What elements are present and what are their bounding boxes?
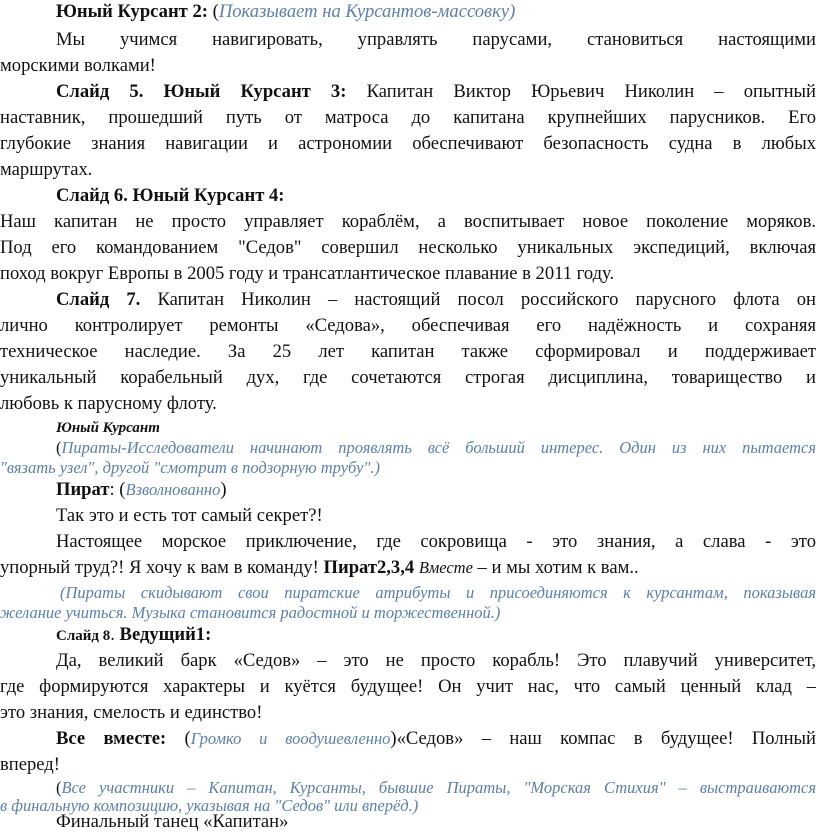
speaker-all: Все вместе: [56, 728, 167, 749]
stage-direction: Вместе [418, 558, 473, 577]
stage-direction: (Пираты скидывают свои пиратские атрибуты и присоединяются к курсантам, показывая [60, 583, 816, 602]
line-all-together: Все вместе: (Громко и воодушевленно)«Седов» – наш компас в будущее! Полный [56, 728, 816, 749]
text-line: лично контролирует ремонты «Седова», обеспечивая его надёжность и сохраняя [0, 315, 816, 336]
text-line: Да, великий барк «Седов» – это не просто корабль! Это плавучий университет, [56, 650, 816, 671]
stage-direction: "вязать узел", другой "смотрит в подзорную трубу".) [0, 458, 380, 477]
text-line: это знания, смелость и единство! [0, 702, 263, 723]
text-line: Наш капитан не просто управляет кораблём, а воспитывает новое поколение моряков. [0, 211, 816, 232]
line-slide7: Слайд 7. Капитан Николин – настоящий посол российского парусного флота он [56, 289, 816, 310]
final-dance-line: Финальный танец «Капитан» [56, 811, 289, 832]
speaker-pirate: Пират [56, 479, 110, 500]
text-line: любовь к парусному флоту. [0, 393, 217, 414]
speaker-kursant-2: Юный Курсант 2: [56, 1, 208, 22]
line-slide5: Слайд 5. Юный Курсант 3: Капитан Виктор Юрьевич Николин – опытный [56, 81, 816, 102]
text-line: поход вокруг Европы в 2005 году и трансатлантическое плавание в 2011 году. [0, 263, 615, 284]
line-slide8: Слайд 8. Ведущий1: [56, 624, 212, 645]
text-line: вперед! [0, 754, 60, 775]
text-line: Под его командованием "Седов" совершил несколько уникальных экспедиций, включая [0, 237, 816, 258]
text-line: Мы учимся навигировать, управлять парусами, становиться настоящими [56, 29, 816, 50]
slide-5-label: Слайд 5. Юный Курсант 3: [56, 81, 347, 102]
text-line: уникальный корабельный дух, где сочетаются строгая дисциплина, товарищество и [0, 367, 816, 388]
line-pirates-together: упорный труд?! Я хочу к вам в команду! Пират2,3,4 Вместе – и мы хотим к вам.. [0, 557, 639, 578]
text-line: морскими волками! [0, 55, 156, 76]
stage-direction: (Пираты-Исследователи начинают проявлять всё больший интерес. Один из них пытается [56, 438, 816, 457]
text-line: техническое наследие. За 25 лет капитан также сформировал и поддерживает [0, 341, 816, 362]
speaker-kursant: Юный Курсант [56, 420, 160, 436]
slide-7-label: Слайд 7. [56, 289, 141, 310]
text-line: Так это и есть тот самый секрет?! [56, 505, 323, 526]
stage-direction: Показывает на Курсантов-массовку) [218, 1, 516, 22]
text-line: наставник, прошедший путь от матроса до капитана крупнейших парусников. Его [0, 107, 816, 128]
slide-8-label: Слайд 8 [56, 628, 111, 644]
stage-direction: (Все участники – Капитан, Курсанты, бывшие Пираты, "Морская Стихия" – выстраиваются [56, 778, 816, 797]
text-line: где формируются характеры и куётся будущее! Он учит нас, что самый ценный клад – [0, 676, 816, 697]
line-pirate: Пират: (Взволнованно) [56, 479, 227, 500]
stage-direction: желание учиться. Музыка становится радостной и торжественной.) [0, 603, 501, 622]
stage-direction: Громко и воодушевленно [190, 729, 391, 748]
line-kursant2: Юный Курсант 2: (Показывает на Курсантов-массовку) [56, 1, 516, 22]
speaker-host-1: Ведущий1: [119, 624, 212, 645]
slide-6-label: Слайд 6. Юный Курсант 4: [56, 185, 285, 206]
stage-direction: Взволнованно [125, 480, 221, 499]
speaker-pirates: Пират2,3,4 [323, 557, 415, 578]
stage-direction: в финальную композицию, указывая на "Седов" или вперёд.) [0, 796, 419, 815]
text-line: Настоящее морское приключение, где сокровища - это знания, а слава - это [56, 531, 816, 552]
text-line: глубокие знания навигации и астрономии обеспечивают безопасность судна в любых [0, 133, 816, 154]
text-line: маршрутах. [0, 159, 93, 180]
